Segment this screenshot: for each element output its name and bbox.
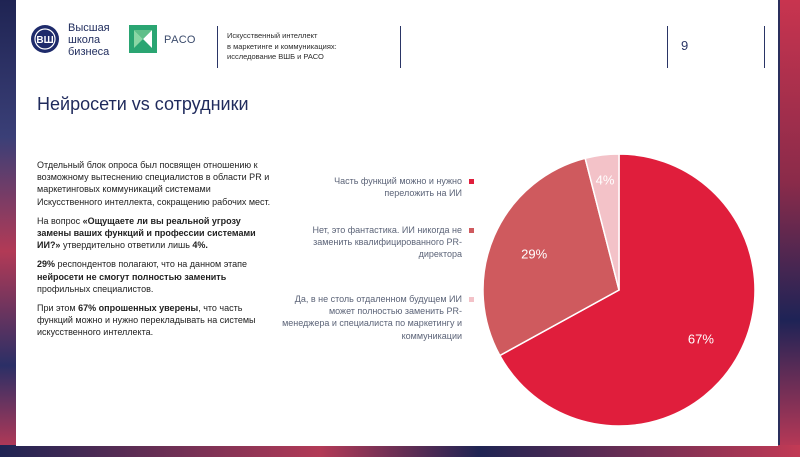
- text-run: При этом: [37, 303, 79, 314]
- slide: [16, 0, 778, 446]
- school-name-line: бизнеса: [68, 46, 110, 58]
- paragraph-67: [37, 302, 277, 339]
- pie-data-label: 29%: [521, 246, 548, 262]
- text-run: утвердительно ответили лишь: [60, 240, 193, 251]
- legend-item-label: Часть функций можно и нужно переложить на ИИ: [334, 176, 462, 199]
- legend-item-label: Нет, это фантастика. ИИ никогда не заменить квалифицированного PR-директора: [312, 225, 462, 260]
- text-run-bold: 29%: [37, 259, 56, 270]
- subtitle-line: исследование ВШБ и РАСО: [227, 52, 324, 61]
- frame-bottom-stripe: [0, 445, 800, 457]
- subtitle-line: в маркетинге и коммуникациях:: [227, 41, 337, 51]
- header-subtitle: [227, 31, 337, 63]
- hse-logo-icon: [30, 24, 60, 54]
- text-run: На вопрос: [37, 215, 83, 226]
- pie-data-label: 67%: [687, 331, 714, 347]
- frame-right-stripe: [780, 0, 800, 457]
- raso-logo-icon: [128, 24, 158, 54]
- text-run: профильных специалистов.: [37, 283, 154, 294]
- raso-logo-text: РАСО: [164, 34, 196, 46]
- text-run-bold: 67% опрошенных уверены: [78, 303, 199, 314]
- header-divider: [764, 26, 765, 68]
- paragraph-question: [37, 215, 277, 252]
- subtitle-line: Искусственный интеллект: [227, 31, 318, 40]
- page-title: Нейросети vs сотрудники: [37, 94, 249, 114]
- text-run: респондентов полагают, что на данном этапе: [55, 259, 247, 270]
- svg-text:ВШ: ВШ: [36, 35, 54, 46]
- pie-chart: [470, 141, 768, 439]
- legend-item-label: Да, в не столь отдаленном будущем ИИ может полностью заменить PR-менеджера и специалиста по маркетингу и коммуникации: [282, 294, 462, 341]
- pie-data-label: 4%: [595, 172, 615, 188]
- body-text: [37, 159, 277, 346]
- header-divider: [667, 26, 668, 68]
- school-name-line: Высшая: [68, 22, 110, 34]
- text-run-bold: «Ощущаете ли вы реальной угрозу замены ваших функций и профессии системами ИИ?»: [37, 215, 256, 251]
- page-number: 9: [681, 38, 689, 53]
- paragraph-intro: Отдельный блок опроса был посвящен отношению к возможному вытеснению специалистов в области PR и маркетинговых коммуникаций системами Искусственного интеллекта, сокращению рабочих мест.: [37, 160, 271, 207]
- school-name: [68, 22, 110, 58]
- text-run: , что часть функций можно и нужно перекладывать на системы искусственного интеллекта.: [37, 303, 256, 338]
- header-divider: [400, 26, 401, 68]
- header-divider: [217, 26, 218, 68]
- text-run-bold: 4%.: [192, 240, 208, 251]
- school-name-line: школа: [68, 34, 101, 46]
- text-run-bold: нейросети не смогут полностью заменить: [37, 271, 227, 282]
- paragraph-29: [37, 258, 277, 295]
